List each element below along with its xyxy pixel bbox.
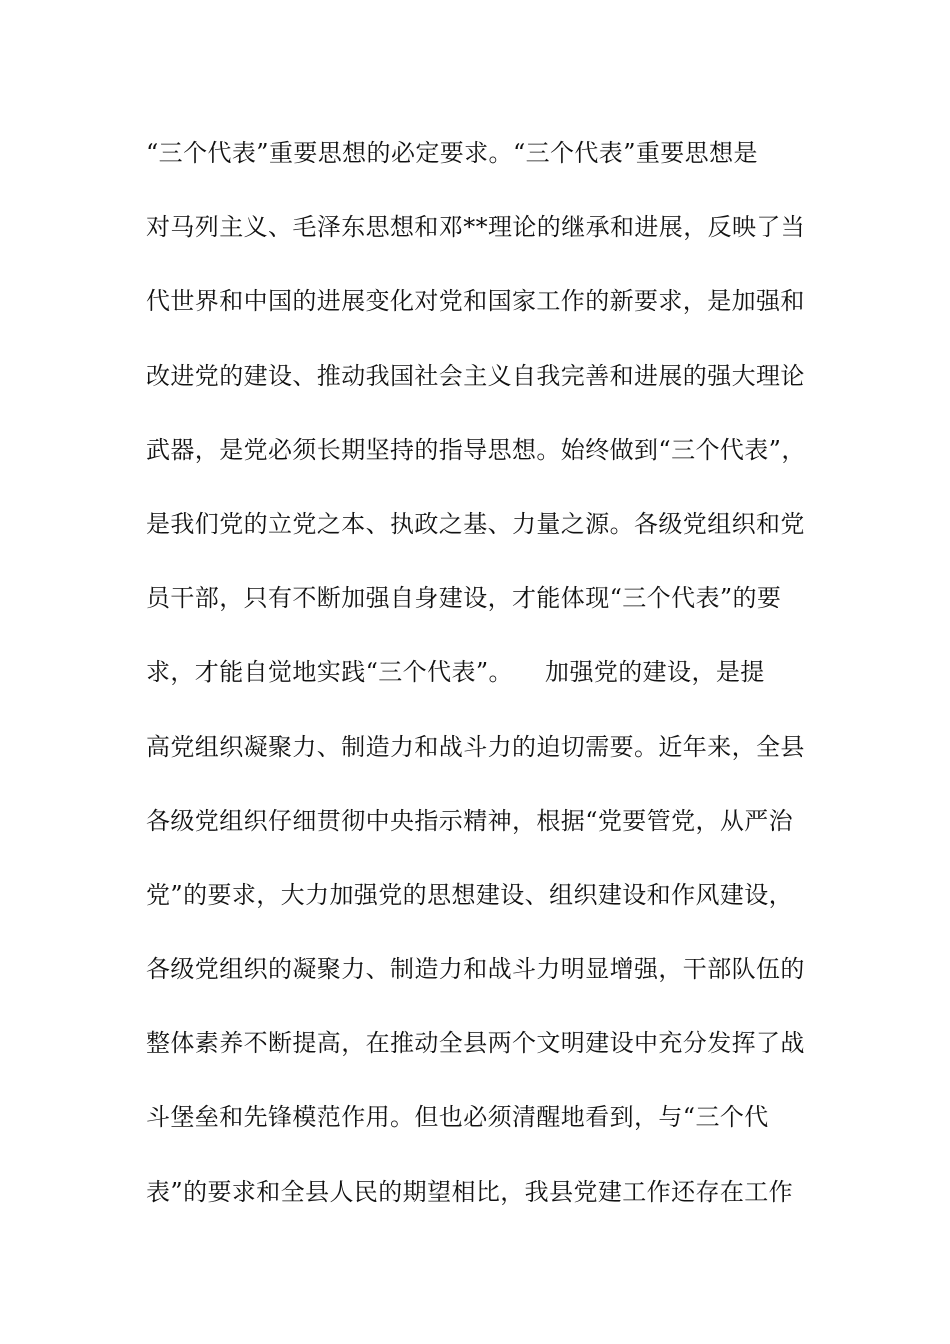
text-line: 改进党的建设、推动我国社会主义自我完善和进展的强大理论: [146, 361, 805, 390]
text-line: 各级党组织仔细贯彻中央指示精神，根据“党要管党，从严治: [146, 806, 794, 835]
text-line: 高党组织凝聚力、制造力和战斗力的迫切需要。近年来，全县: [146, 732, 805, 761]
text-line: 斗堡垒和先锋模范作用。但也必须清醒地看到，与“三个代: [146, 1103, 769, 1132]
text-line: 整体素养不断提高，在推动全县两个文明建设中充分发挥了战: [146, 1029, 805, 1058]
text-line: “三个代表”重要思想的必定要求。“三个代表”重要思想是: [146, 139, 758, 167]
text-line: 是我们党的立党之本、执政之基、力量之源。各级党组织和党: [146, 509, 805, 538]
text-line: 求，才能自觉地实践“三个代表”。 加强党的建设，是提: [146, 658, 765, 687]
text-line: 员干部，只有不断加强自身建设，才能体现“三个代表”的要: [146, 584, 782, 613]
text-line: 对马列主义、毛泽东思想和邓**理论的继承和进展，反映了当: [146, 213, 806, 242]
text-line: 武器，是党必须长期坚持的指导思想。始终做到“三个代表”，: [146, 435, 806, 464]
text-line: 表”的要求和全县人民的期望相比，我县党建工作还存在工作: [146, 1177, 794, 1206]
text-line: 代世界和中国的进展变化对党和国家工作的新要求，是加强和: [146, 287, 805, 316]
body-text: [146, 133, 826, 1246]
text-line: 各级党组织的凝聚力、制造力和战斗力明显增强，干部队伍的: [146, 955, 805, 984]
text-line: 党”的要求，大力加强党的思想建设、组织建设和作风建设，: [146, 880, 794, 909]
